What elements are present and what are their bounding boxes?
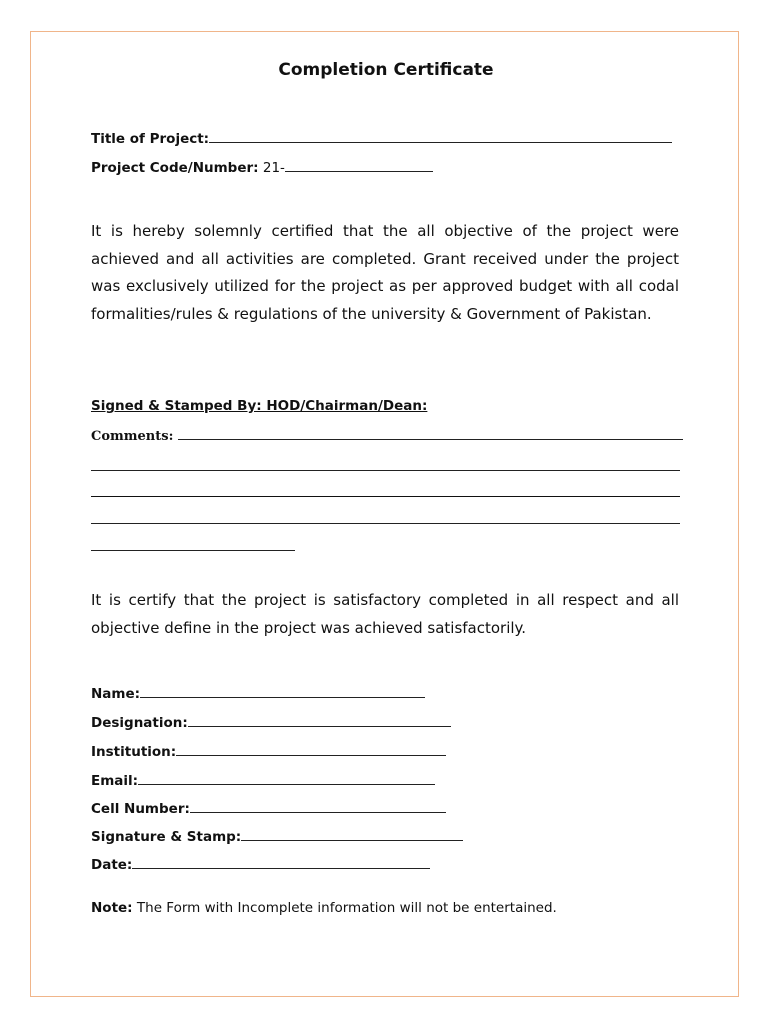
- email-blank[interactable]: [138, 774, 435, 785]
- signature-stamp-label: Signature & Stamp:: [91, 829, 242, 845]
- note-text: The Form with Incomplete information will not be entertained.: [136, 900, 557, 916]
- date-blank[interactable]: [132, 858, 430, 869]
- page-title: Completion Certificate: [278, 60, 494, 80]
- name-blank[interactable]: [140, 687, 425, 698]
- designation-label: Designation:: [91, 715, 188, 731]
- comments-line-2[interactable]: [91, 496, 680, 497]
- cell-number-blank[interactable]: [190, 802, 446, 813]
- institution-field[interactable]: [91, 744, 446, 760]
- comments-blank[interactable]: [178, 429, 683, 440]
- signed-by-heading: Signed & Stamped By: HOD/Chairman/Dean:: [91, 398, 428, 414]
- comments-line-3[interactable]: [91, 523, 680, 524]
- date-field[interactable]: [91, 857, 430, 873]
- name-field[interactable]: [91, 686, 425, 702]
- note: [91, 900, 557, 916]
- certification-paragraph: It is hereby solemnly certified that the all objective of the project were achieved and all activities are completed. Grant received under the project was exclusively utilized for the project as per approved budget with all codal formalities/rules & regulations of the university & Government of Pakistan.: [91, 222, 679, 323]
- project-title-field[interactable]: [91, 131, 672, 147]
- comments-field[interactable]: [91, 429, 683, 444]
- comments-line-4[interactable]: [91, 550, 295, 551]
- email-field[interactable]: [91, 773, 435, 789]
- note-label: Note:: [91, 900, 133, 916]
- satisfaction-paragraph: It is certify that the project is satisfactory completed in all respect and all objective define in the project was achieved satisfactorily.: [91, 591, 679, 637]
- project-code-prefix: 21-: [262, 160, 285, 176]
- cell-number-field[interactable]: [91, 801, 446, 817]
- cell-number-label: Cell Number:: [91, 801, 190, 817]
- institution-label: Institution:: [91, 744, 177, 760]
- project-code-label: Project Code/Number:: [91, 160, 259, 176]
- project-title-label: Title of Project:: [91, 131, 210, 147]
- project-title-blank[interactable]: [209, 132, 672, 143]
- comments-line-1[interactable]: [91, 470, 680, 471]
- name-label: Name:: [91, 686, 141, 702]
- comments-label: Comments:: [91, 429, 174, 444]
- project-code-blank[interactable]: [285, 161, 433, 172]
- signature-stamp-field[interactable]: [91, 829, 463, 845]
- date-label: Date:: [91, 857, 133, 873]
- email-label: Email:: [91, 773, 139, 789]
- project-code-field[interactable]: [91, 160, 433, 176]
- designation-blank[interactable]: [188, 716, 451, 727]
- signature-stamp-blank[interactable]: [241, 830, 463, 841]
- designation-field[interactable]: [91, 715, 451, 731]
- institution-blank[interactable]: [176, 745, 446, 756]
